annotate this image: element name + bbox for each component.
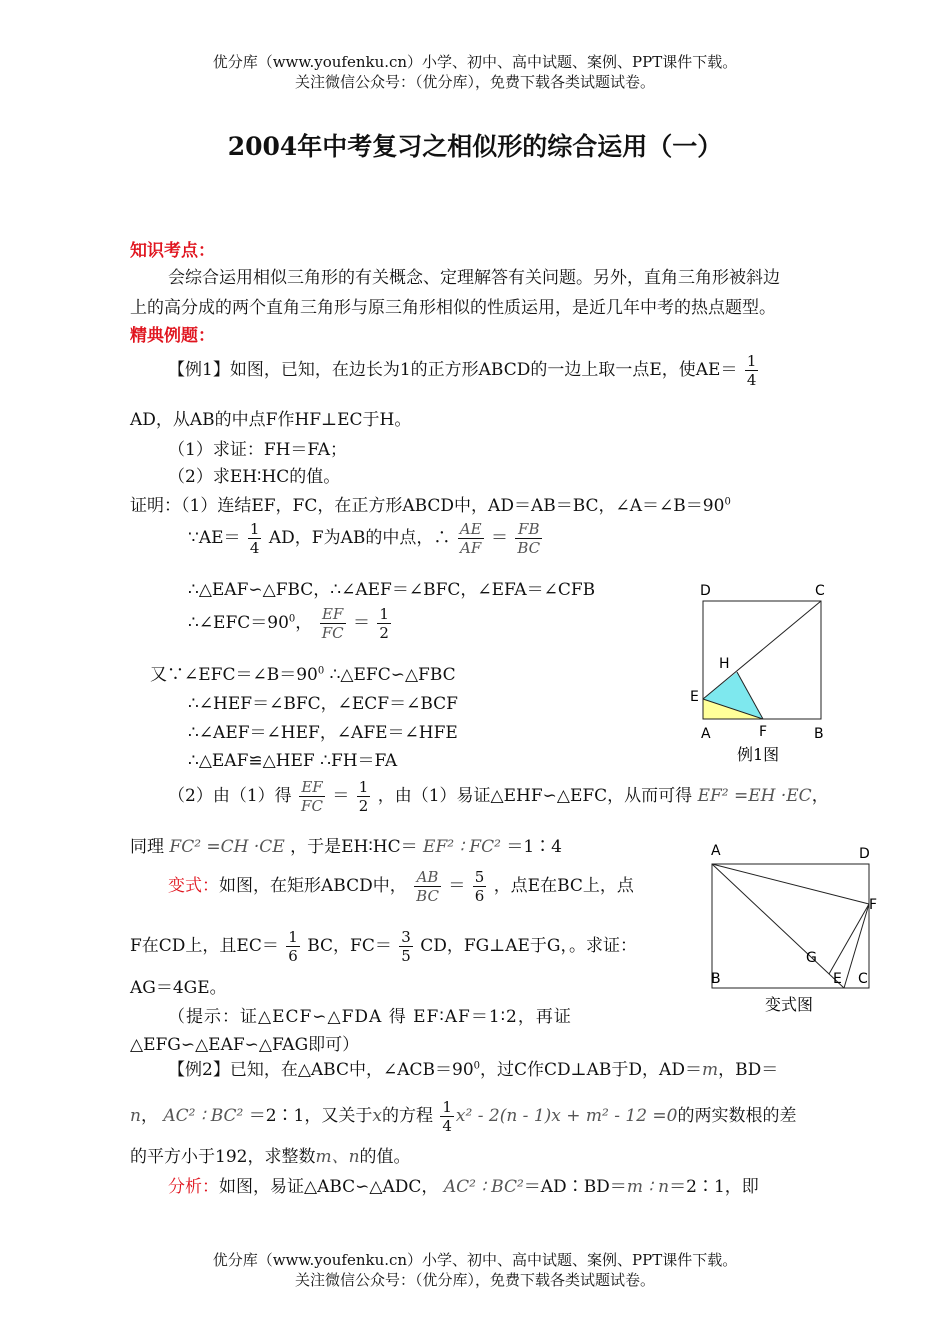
header-line-1: 优分库（www.youfenku.cn）小学、初中、高中试题、案例、PPT课件下载。 xyxy=(212,53,738,71)
var-n: n xyxy=(130,1106,141,1126)
figure-1-caption: 例1图 xyxy=(737,745,780,764)
segment-ae xyxy=(712,864,844,988)
proof-text-1: 证明：（1）连结EF，FC，在正方形ABCD中，AD＝AB＝BC，∠A＝∠B＝90 xyxy=(130,496,725,516)
var-x: x xyxy=(372,1106,382,1126)
analysis-line xyxy=(168,1172,759,1197)
ex2-text-2c: 的方程 xyxy=(381,1106,433,1126)
frac-num: EF xyxy=(299,778,325,797)
segment-ec xyxy=(703,601,821,699)
proof-text-4: ∴∠EFC＝90 xyxy=(188,613,289,633)
frac-den: 2 xyxy=(379,624,389,642)
part2-text-e: ＝1∶4 xyxy=(506,837,562,857)
figure-variant xyxy=(705,838,885,1018)
frac-num: 1 xyxy=(358,778,369,796)
frac-den: BC xyxy=(517,539,541,557)
knowledge-heading: 知识考点： xyxy=(130,241,215,261)
proof-line-3: ∴△EAF∽△FBC，∴∠AEF＝∠BFC，∠EFA＝∠CFB xyxy=(188,580,596,600)
frac-den: 4 xyxy=(249,539,260,557)
ex2-line-2 xyxy=(130,1098,797,1135)
frac-num: AB xyxy=(414,868,441,887)
figure-2-caption: 变式图 xyxy=(765,995,814,1014)
label-e: E xyxy=(833,971,842,987)
knowledge-line-1: 会综合运用相似三角形的有关概念、定理解答有关问题。另外，直角三角形被斜边 xyxy=(168,268,780,288)
fraction xyxy=(248,520,262,557)
part2-text-b: ，由（1）易证△EHF∽△EFC，从而可得 xyxy=(377,786,693,806)
label-f: F xyxy=(869,897,878,913)
ex2-text-1c: ，BD＝ xyxy=(718,1060,779,1080)
fraction xyxy=(473,868,487,905)
label-a: A xyxy=(711,843,721,859)
variant-line-3: AG＝4GE。 xyxy=(130,978,227,998)
variant-line-1: 变式：如图，在矩形ABCD中， $\frac{AB}{BC}$ ＝ $\frac{5}{6}$ ，点E在BC上，点 xyxy=(168,868,634,905)
frac-num: FB xyxy=(515,520,542,539)
label-b: B xyxy=(814,726,824,742)
figure-example-1 xyxy=(690,575,840,770)
proof-line-1 xyxy=(130,491,731,516)
ex1-text-1: 【例1】如图，已知，在边长为1的正方形ABCD的一边上取一点E，使AE＝ xyxy=(168,360,738,380)
degree-mark: 0 xyxy=(288,613,296,625)
frac-num: 5 xyxy=(474,868,485,886)
frac-den: 6 xyxy=(288,947,298,965)
ex2-text-2a: ， xyxy=(140,1106,158,1126)
frac-den: FC xyxy=(301,797,323,815)
frac-den: BC xyxy=(416,887,439,905)
equation: x² - 2(n - 1)x + m² - 12 =0 xyxy=(455,1106,678,1126)
fraction xyxy=(458,520,484,557)
fraction xyxy=(357,778,371,815)
var-mn: m、n xyxy=(315,1147,360,1167)
frac-num: 1 xyxy=(288,928,298,946)
ex1-question-2: （2）求EH∶HC的值。 xyxy=(168,467,341,487)
variant-text-2c: CD，FG⊥AE于G，。求证： xyxy=(420,936,637,956)
fraction xyxy=(320,605,346,642)
ex2-text-1: 【例2】已知，在△ABC中，∠ACB＝90 xyxy=(168,1060,474,1080)
label-c: C xyxy=(815,583,825,599)
ex2-line-1 xyxy=(168,1055,778,1080)
variant-hint-2: △EFG∽△EAF∽△FAG即可） xyxy=(130,1035,360,1055)
page-title: 2004年中考复习之相似形的综合运用（一） xyxy=(227,132,723,161)
fraction xyxy=(515,520,542,557)
ex2-text-1b: ，过C作CD⊥AB于D，AD＝ xyxy=(480,1060,702,1080)
footer-line-2: 关注微信公众号：（优分库），免费下载各类试题试卷。 xyxy=(294,1271,655,1289)
rectangle-abcd xyxy=(712,864,869,988)
proof-text-2a: ∵AE＝ xyxy=(188,528,241,548)
fraction xyxy=(377,605,391,642)
footer-line-1: 优分库（www.youfenku.cn）小学、初中、高中试题、案例、PPT课件下载。 xyxy=(212,1251,738,1269)
label-a: A xyxy=(701,726,711,742)
ex1-question-1: （1）求证：FH＝FA； xyxy=(168,440,348,460)
label-f: F xyxy=(759,724,768,740)
proof-line-8: ∴△EAF≌△HEF ∴FH＝FA xyxy=(188,751,398,771)
part2-line-1: （2）由（1）得 $\frac{EF}{FC}$ ＝ $\frac{1}{2}$ ，由（1）易证△EHF∽△EFC，从而可得 EF² =EH ·EC， xyxy=(168,778,829,815)
proof-text-2b: AD，F为AB的中点，∴ xyxy=(268,528,451,548)
frac-den: AF xyxy=(460,539,482,557)
fraction xyxy=(399,928,413,965)
ex2-text-3b: 的值。 xyxy=(359,1147,411,1167)
frac-den: 4 xyxy=(442,1117,452,1135)
segment-af xyxy=(712,864,869,904)
label-d: D xyxy=(859,846,870,862)
fraction xyxy=(286,928,300,965)
fraction xyxy=(299,778,325,815)
ratio-m-n: m ∶ n xyxy=(626,1177,670,1197)
variant-text-1a: 如图，在矩形ABCD中， xyxy=(219,876,407,896)
degree-mark: 0 xyxy=(317,665,325,677)
proof-text-5b: ∴△EFC∽△FBC xyxy=(324,665,456,685)
ratio-ef2-fc2: EF² ∶ FC² xyxy=(423,837,501,857)
equation-ef2: EF² =EH ·EC xyxy=(697,786,812,806)
frac-den: FC xyxy=(321,624,344,642)
part2-text-d: ，于是EH∶HC＝ xyxy=(290,837,418,857)
frac-num: 1 xyxy=(442,1098,452,1116)
header-line-2: 关注微信公众号：（优分库），免费下载各类试题试卷。 xyxy=(294,73,655,91)
label-b: B xyxy=(711,971,721,987)
examples-heading: 精典例题： xyxy=(130,326,215,346)
fraction xyxy=(414,868,441,905)
ex1-line-1 xyxy=(168,352,760,389)
label-d: D xyxy=(700,583,711,599)
part2-line-2 xyxy=(130,832,562,857)
frac-den: 5 xyxy=(401,947,411,965)
proof-line-7: ∴∠AEF＝∠HEF，∠AFE＝∠HFE xyxy=(188,723,458,743)
frac-num: 1 xyxy=(746,352,757,370)
label-c: C xyxy=(858,971,868,987)
frac-num: 1 xyxy=(379,605,389,623)
degree-mark: 0 xyxy=(473,1060,481,1072)
knowledge-line-2: 上的高分成的两个直角三角形与原三角形相似的性质运用，是近几年中考的热点题型。 xyxy=(130,298,776,318)
part2-text-a: （2）由（1）得 xyxy=(168,786,292,806)
degree-mark: 0 xyxy=(724,496,731,508)
label-h: H xyxy=(719,656,730,672)
ex2-text-3a: 的平方小于192，求整数 xyxy=(130,1147,316,1167)
var-m: m xyxy=(701,1060,719,1080)
segment-fg xyxy=(829,904,869,974)
label-e: E xyxy=(690,689,699,705)
proof-line-6: ∴∠HEF＝∠BFC，∠ECF＝∠BCF xyxy=(188,694,458,714)
variant-line-2 xyxy=(130,928,637,965)
frac-num: AE xyxy=(459,520,482,538)
analysis-text-a: 如图，易证△ABC∽△ADC， xyxy=(219,1177,439,1197)
analysis-label: 分析： xyxy=(168,1177,219,1197)
proof-line-2: ∵AE＝ $\frac{1}{4}$ AD，F为AB的中点，∴ $\frac{AE}{AF}$ ＝ $\frac{FB}{BC}$ xyxy=(188,520,541,557)
frac-den: 2 xyxy=(358,797,369,815)
frac-num: EF xyxy=(320,605,346,624)
proof-line-4: $\therefore\angle EFC=90^0$， $\frac{EF}{FC}$ ＝ $\frac{1}{2}$ xyxy=(188,605,389,642)
ratio-ac2-bc2: AC² ∶ BC² xyxy=(163,1106,244,1126)
ex1-line-2: AD，从AB的中点F作HF⊥EC于H。 xyxy=(130,410,412,430)
analysis-text-c: ＝2∶1，即 xyxy=(669,1177,759,1197)
variant-text-2b: BC，FC＝ xyxy=(307,936,392,956)
fraction xyxy=(440,1098,454,1135)
ex2-line-3 xyxy=(130,1142,411,1167)
variant-text-2a: F在CD上，且EC＝ xyxy=(130,936,279,956)
ratio-ac2-bc2: AC² ∶ BC² xyxy=(443,1177,524,1197)
analysis-text-b: ＝AD∶BD＝ xyxy=(523,1177,627,1197)
frac-num: 1 xyxy=(249,520,260,538)
label-g: G xyxy=(806,950,817,966)
variant-text-1b: ，点E在BC上，点 xyxy=(493,876,634,896)
fraction xyxy=(745,352,759,389)
ex2-text-2b: ＝2∶1，又关于 xyxy=(248,1106,373,1126)
proof-text-5: 又∵∠EFC＝∠B＝90 xyxy=(150,665,318,685)
proof-line-5 xyxy=(150,660,456,685)
part2-text-c: 同理 xyxy=(130,837,164,857)
variant-label: 变式： xyxy=(168,876,219,896)
frac-num: 3 xyxy=(401,928,411,946)
ex2-text-2d: 的两实数根的差 xyxy=(677,1106,797,1126)
equation-fc2: FC² =CH ·CE xyxy=(169,837,285,857)
variant-hint-1: （提示：证△ECF∽△FDA 得 EF∶AF＝1∶2，再证 xyxy=(168,1007,572,1027)
frac-den: 6 xyxy=(474,887,485,905)
frac-den: 4 xyxy=(746,371,757,389)
